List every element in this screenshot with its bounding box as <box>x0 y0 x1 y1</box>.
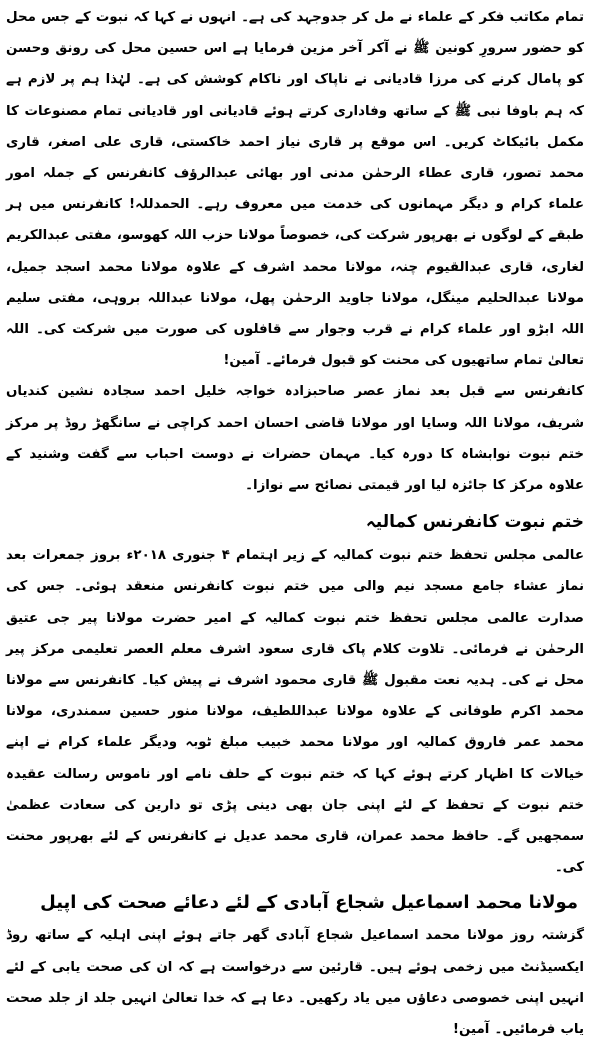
section-heading-health-prayer-appeal: مولانا محمد اسماعیل شجاع آبادی کے لئے دعائے صحت کی اپیل <box>40 892 578 914</box>
health-prayer-paragraph: گزشتہ روز مولانا محمد اسماعیل شجاع آبادی گھر جاتے ہوئے اپنی اہلیہ کے ساتھ روڈ ایکسیڈنٹ میں زخمی ہوئے ہیں۔ قارئین سے درخواست ہے کہ ان کی صحت یابی کے لئے انہیں اپنی خصوصی دعاؤں میں یاد رکھیں۔ دعا ہے کہ خدا تعالیٰ انہیں جلد از جلد صحت یاب فرمائیں۔ آمین! <box>6 928 584 1038</box>
kamalia-conference-paragraph: عالمی مجلس تحفظ ختم نبوت کمالیہ کے زیر اہتمام ۴ جنوری ۲۰۱۸ء بروز جمعرات بعد نماز عشاء جامع مسجد نیم والی میں ختم نبوت کانفرنس منعقد ہوئی۔ جس کی صدارت عالمی مجلس تحفظ ختم نبوت کمالیہ کے امیر حضرت مولانا پیر جی عتیق الرحمٰن نے فرمائی۔ تلاوت کلام پاک قاری سعود اشرف معلم العصر تعلیمی مرکز پیر محل نے کی۔ ہدیہ نعت مقبول ﷺ قاری محمود اشرف نے پیش کیا۔ کانفرنس سے مولانا محمد اکرم طوفانی کے علاوہ مولانا عبداللطیف، مولانا منور حسین سمندری، مولانا محمد عمر فاروق کمالیہ اور مولانا محمد خبیب مبلغ ٹوبہ ودیگر علماء کرام نے اپنے خیالات کا اظہار کرتے ہوئے کہا کہ ختم نبوت کے حلف نامے اور ناموس رسالت عقیدہ ختم نبوت کے تحفظ کے لئے اپنی جان بھی دینی پڑی تو دارین کی سعادت عظمیٰ سمجھیں گے۔ حافظ محمد عمران، قاری محمد عدیل نے کانفرنس کے لئے بھرپور محنت کی۔ <box>6 548 584 876</box>
intro-paragraph: تمام مکاتب فکر کے علماء نے مل کر جدوجہد کی ہے۔ انہوں نے کہا کہ نبوت کے جس محل کو حضور سرورِ کونین ﷺ نے آکر آخر مزین فرمایا ہے اس حسین محل کی رونق وحسن کو پامال کرنے کی مرزا قادیانی نے ناپاک اور ناکام کوشش کی ہے۔ لہٰذا ہم پر لازم ہے کہ ہم باوفا نبی ﷺ کے ساتھ وفاداری کرتے ہوئے قادیانی اور قادیانی تمام مصنوعات کا مکمل بائیکاٹ کریں۔ اس موقع پر قاری نیاز احمد خاکستی، قاری علی اصغر، قاری محمد تصور، قاری عطاء الرحمٰن مدنی اور بھائی عبدالرؤف کانفرنس کے جملہ امور علماء کرام و دیگر مہمانوں کی خدمت میں معروف رہے۔ الحمدللہ! کانفرنس میں ہر طبقے کے لوگوں نے بھرپور شرکت کی، خصوصاً مولانا حزب اللہ کھوسو، مفتی عبدالکریم لغاری، قاری عبدالقیوم چنہ، مولانا محمد اشرف کے علاوہ مولانا محمد اسجد جمیل، مولانا عبدالحلیم مینگل، مولانا جاوید الرحمٰن پھل، مولانا عبداللہ بروہی، مفتی سلیم اللہ ابڑو اور علماء کرام نے قرب وجوار سے قافلوں کی صورت میں شرکت کی۔ اللہ تعالیٰ تمام ساتھیوں کی محنت کو قبول فرمائے۔ آمین! <box>6 10 584 369</box>
delegation-visit-paragraph: کانفرنس سے قبل بعد نماز عصر صاحبزادہ خواجہ خلیل احمد سجادہ نشین کندیاں شریف، مولانا اللہ وسایا اور مولانا قاضی احسان احمد کراچی نے سانگھڑ روڈ پر مرکز ختم نبوت نوابشاہ کا دورہ کیا۔ مہمان حضرات نے دوست احباب سے گفت وشنید کے علاوہ مرکز کا جائزہ لیا اور قیمتی نصائح سے نوازا۔ <box>6 384 585 494</box>
urdu-news-page <box>6 2 585 1038</box>
section-heading-kamalia-conference: ختم نبوت کانفرنس کمالیہ <box>365 512 584 533</box>
